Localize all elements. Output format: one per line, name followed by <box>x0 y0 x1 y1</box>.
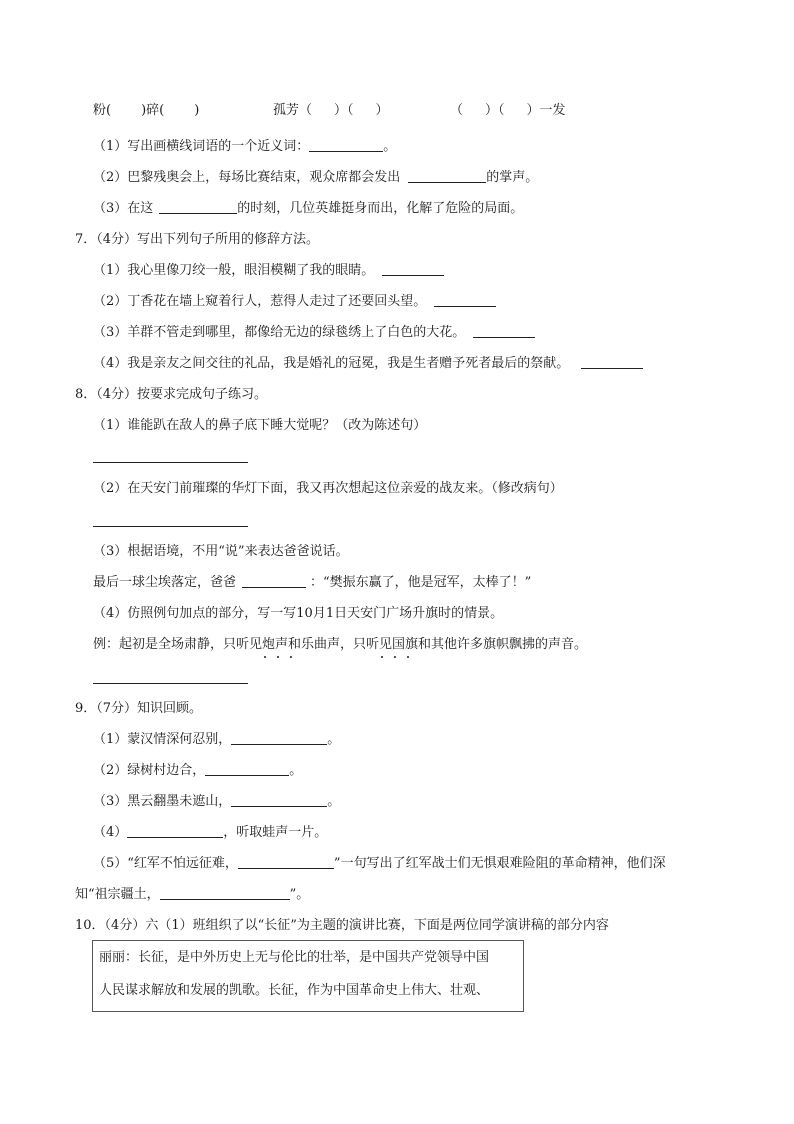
answer-blank[interactable] <box>127 824 223 838</box>
emphasis-dot <box>394 656 396 658</box>
q6-item-2-text: （2）巴黎残奥会上，每场比赛结束，观众席都会发出 <box>93 170 401 185</box>
q9-item-5-continued <box>75 886 309 904</box>
q9-item-2 <box>93 762 302 780</box>
answer-line[interactable] <box>93 462 248 463</box>
emphasis-dot <box>290 656 292 658</box>
q9-item-4-text: （4） <box>93 825 128 840</box>
q6-item-1-end: 。 <box>383 139 397 154</box>
q9-item-3-end: 。 <box>327 794 341 809</box>
q8-sentence-3: （3）根据语境，不用“说”来表达爸爸说话。 <box>93 544 349 559</box>
q6-word3-part-a: （ <box>450 103 464 118</box>
q6-word1-part-c: ) <box>194 103 200 118</box>
q9-item-1-end: 。 <box>327 732 341 747</box>
q9-item-1-text: （1）蒙汉情深何忍别， <box>93 732 232 747</box>
q9-item-5-end: ”一句写出了红军战士们无惧艰难险阻的革命精神，他们深 <box>333 856 666 871</box>
q7-heading: 7．（4分）写出下列句子所用的修辞方法。 <box>75 232 320 247</box>
q9-item-5-cont-end: ”。 <box>289 887 310 902</box>
q10-heading: 10．（4分）六（1）班组织了以“长征”为主题的演讲比赛，下面是两位同学演讲稿的部分内容 <box>75 918 609 933</box>
q6-item-2-end: 的掌声。 <box>486 170 539 185</box>
q7-sentence-4-text: （4）我是亲友之间交往的礼品，我是婚礼的冠冕，我是生者赠予死者最后的祭献。 <box>93 356 570 371</box>
emphasis-dot <box>407 656 409 658</box>
answer-blank[interactable] <box>160 886 290 900</box>
answer-blank[interactable] <box>473 324 535 338</box>
q6-item-2 <box>93 169 538 187</box>
answer-blank[interactable] <box>434 293 496 307</box>
q7-sentence-2-text: （2）丁香花在墙上窥着行人，惹得人走过了还要回头望。 <box>93 294 427 309</box>
q9-item-2-end: 。 <box>289 763 303 778</box>
q9-item-5 <box>93 855 666 873</box>
q7-sentence-3 <box>93 324 535 342</box>
speech-line-2: 人民谋求解放和发展的凯歌。长征，作为中国革命史上伟大、壮观、 <box>99 983 490 998</box>
q9-item-4 <box>93 824 327 842</box>
answer-blank[interactable] <box>231 793 327 807</box>
emphasis-dot <box>381 656 383 658</box>
q6-item-1-text: （1）写出画横线词语的一个近义词： <box>93 139 310 154</box>
q9-item-2-text: （2）绿树村边合， <box>93 763 206 778</box>
q6-word3-part-c: ）一发 <box>526 103 566 118</box>
q7-sentence-1-text: （1）我心里像刀绞一般，眼泪模糊了我的眼睛。 <box>93 263 375 278</box>
answer-blank[interactable] <box>242 574 306 588</box>
q6-word2-part-c: ） <box>375 103 389 118</box>
q6-word3-part-b: ）（ <box>485 103 505 118</box>
q6-word-line <box>93 102 199 120</box>
answer-blank[interactable] <box>382 262 444 276</box>
q9-heading: 9．（7分）知识回顾。 <box>75 701 203 716</box>
q8-context-text-a: 最后一球尘埃落定，爸爸 <box>93 575 237 590</box>
answer-blank[interactable] <box>581 355 643 369</box>
q8-example: 例：起初是全场肃静，只听见炮声和乐曲声，只听见国旗和其他许多旗帜飘拂的声音。 <box>93 637 588 652</box>
emphasis-dot <box>277 656 279 658</box>
q8-sentence-2: （2）在天安门前璀璨的华灯下面，我又再次想起这位亲爱的战友来。（修改病句） <box>93 481 563 496</box>
answer-blank[interactable] <box>231 731 327 745</box>
q7-sentence-3-text: （3）羊群不管走到哪里，都像给无边的绿毯绣上了白色的大花。 <box>93 325 466 340</box>
emphasis-dot <box>264 656 266 658</box>
speech-excerpt-box <box>92 940 524 1012</box>
q9-item-3 <box>93 793 340 811</box>
q6-word1-part-b: )碎( <box>141 103 165 118</box>
q6-item-3-text: （3）在这 <box>93 201 154 216</box>
q6-word3 <box>450 102 566 120</box>
answer-blank[interactable] <box>408 169 486 183</box>
answer-blank[interactable] <box>238 855 334 869</box>
q7-sentence-2 <box>93 293 496 311</box>
q9-item-4-end: ，听取蛙声一片。 <box>223 825 328 840</box>
q7-sentence-1 <box>93 262 444 280</box>
answer-blank[interactable] <box>309 138 383 152</box>
q6-word1-part-a: 粉( <box>93 103 112 118</box>
speech-line-1: 丽丽：长征，是中外历史上无与伦比的壮举，是中国共产党领导中国 <box>99 950 490 965</box>
q6-word2-part-b: ）（ <box>334 103 354 118</box>
answer-line[interactable] <box>93 683 248 684</box>
q9-item-5-text: （5）“红军不怕远征难， <box>93 856 238 871</box>
q8-sentence-4: （4）仿照例句加点的部分，写一写10月1日天安门广场升旗时的情景。 <box>93 606 504 621</box>
q6-word2-part-a: 孤芳（ <box>273 103 313 118</box>
q8-sentence-1: （1）谁能趴在敌人的鼻子底下睡大觉呢？（改为陈述句） <box>93 418 427 433</box>
answer-line[interactable] <box>93 526 248 527</box>
q9-item-3-text: （3）黑云翻墨未遮山， <box>93 794 232 809</box>
q8-heading: 8．（4分）按要求完成句子练习。 <box>75 387 268 402</box>
q6-item-3-end: 的时刻，几位英雄挺身而出，化解了危险的局面。 <box>237 201 524 216</box>
q8-context-text-b: ：“樊振东赢了，他是冠军，太棒了！” <box>310 575 532 590</box>
answer-blank[interactable] <box>159 200 237 214</box>
q9-item-1 <box>93 731 340 749</box>
q8-sentence-3-context <box>93 574 531 592</box>
q6-item-3 <box>93 200 523 218</box>
q7-sentence-4 <box>93 355 643 373</box>
q6-item-1 <box>93 138 396 156</box>
answer-blank[interactable] <box>205 762 289 776</box>
q6-word2 <box>273 102 389 120</box>
q9-item-5-cont-text: 知“祖宗疆土， <box>75 887 160 902</box>
